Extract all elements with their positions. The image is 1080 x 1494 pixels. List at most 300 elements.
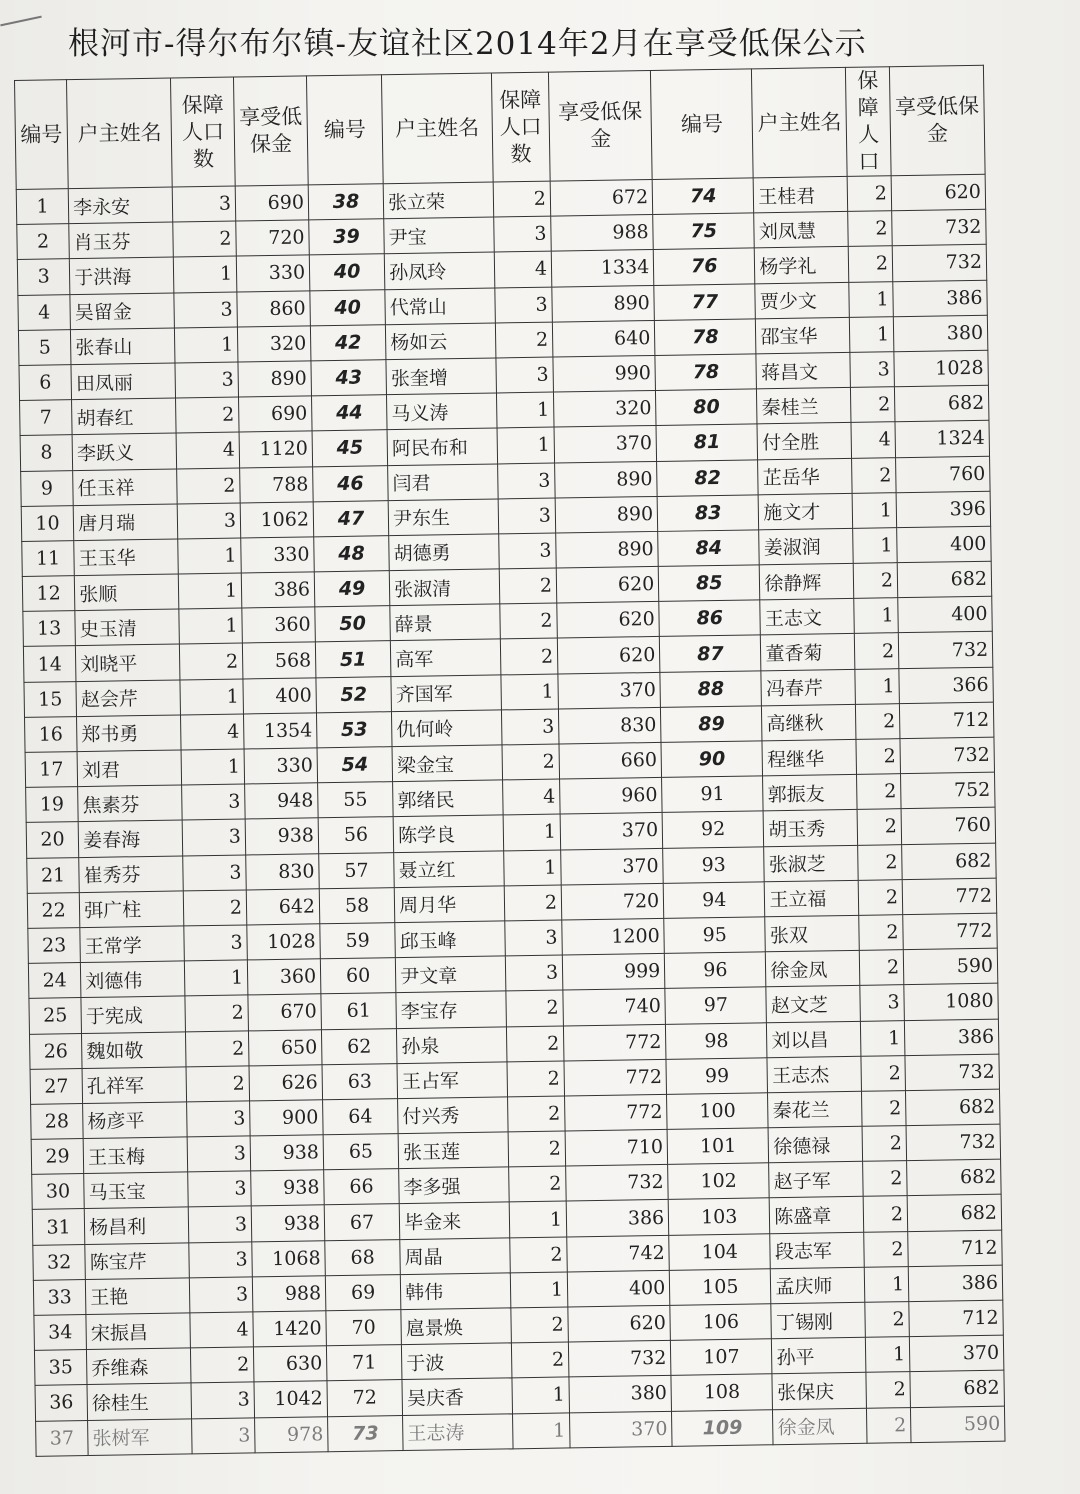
cell-people-3: 1 <box>853 528 897 564</box>
cell-name-3: 邵宝华 <box>756 317 850 354</box>
cell-id-3: 78 <box>655 319 757 356</box>
cell-people-3: 3 <box>850 352 894 388</box>
header-amount-1: 享受低保金 <box>233 76 308 186</box>
cell-amount-1: 978 <box>255 1416 329 1452</box>
cell-name-2: 杨如云 <box>385 323 495 360</box>
cell-people-1: 3 <box>182 784 245 820</box>
cell-id-2: 66 <box>324 1169 400 1205</box>
cell-amount-1: 948 <box>245 783 319 819</box>
cell-id-1: 19 <box>26 787 79 823</box>
cell-people-2: 1 <box>512 1377 570 1413</box>
cell-people-3: 2 <box>856 703 900 739</box>
cell-amount-3: 682 <box>902 843 996 880</box>
cell-people-3: 2 <box>858 844 902 880</box>
cell-name-1: 唐月瑞 <box>73 504 178 541</box>
cell-amount-1: 938 <box>250 1135 324 1171</box>
cell-people-3: 2 <box>865 1302 909 1338</box>
cell-people-3: 1 <box>866 1337 910 1373</box>
header-name-1: 户主姓名 <box>67 78 173 189</box>
cell-id-1: 21 <box>27 857 80 893</box>
cell-amount-2: 1334 <box>551 250 654 287</box>
cell-amount-1: 330 <box>241 537 315 573</box>
cell-id-2: 52 <box>316 676 392 712</box>
cell-amount-1: 788 <box>240 466 314 502</box>
cell-id-2: 69 <box>325 1274 401 1310</box>
cell-amount-3: 732 <box>905 1054 999 1091</box>
cell-people-2: 1 <box>512 1413 570 1449</box>
cell-name-1: 刘君 <box>77 750 182 787</box>
cell-name-3: 赵文芝 <box>766 986 860 1023</box>
cell-amount-1: 320 <box>237 326 311 362</box>
cell-people-1: 2 <box>186 1066 249 1102</box>
cell-amount-1: 830 <box>246 853 320 889</box>
cell-people-1: 3 <box>184 925 247 961</box>
cell-id-2: 72 <box>327 1380 403 1416</box>
cell-amount-2: 732 <box>568 1341 671 1378</box>
cell-id-2: 47 <box>313 500 389 536</box>
cell-name-2: 陈学良 <box>393 815 503 852</box>
cell-people-2: 2 <box>493 181 551 217</box>
cell-id-3: 106 <box>670 1304 772 1341</box>
header-people-2: 保障人口数 <box>491 72 550 182</box>
cell-people-3: 3 <box>860 985 904 1021</box>
cell-people-3: 1 <box>854 598 898 634</box>
cell-id-1: 28 <box>31 1103 84 1139</box>
cell-name-2: 周月华 <box>394 886 504 923</box>
cell-name-1: 李永安 <box>68 187 173 224</box>
cell-name-3: 董香菊 <box>761 634 855 671</box>
cell-name-2: 代常山 <box>385 288 495 325</box>
cell-id-2: 40 <box>310 289 386 325</box>
cell-people-1: 3 <box>188 1136 251 1172</box>
cell-name-1: 张树军 <box>88 1418 193 1455</box>
cell-name-1: 肖玉芬 <box>69 222 174 259</box>
cell-amount-2: 720 <box>561 883 664 920</box>
cell-people-1: 2 <box>191 1347 254 1383</box>
cell-people-2: 3 <box>497 463 555 499</box>
cell-name-2: 付兴秀 <box>398 1097 508 1134</box>
cell-amount-2: 890 <box>552 285 655 322</box>
cell-amount-3: 772 <box>902 878 996 915</box>
cell-name-2: 薛景 <box>390 604 500 641</box>
cell-id-1: 9 <box>21 470 74 506</box>
cell-name-2: 孙凤玲 <box>384 252 494 289</box>
cell-people-2: 3 <box>494 287 552 323</box>
cell-people-2: 1 <box>496 392 554 428</box>
cell-id-2: 49 <box>314 571 390 607</box>
header-name-2: 户主姓名 <box>382 73 493 184</box>
cell-amount-3: 366 <box>899 667 993 704</box>
cell-name-3: 芷岳华 <box>758 458 852 495</box>
subsidy-table <box>14 65 1006 1457</box>
cell-id-1: 7 <box>20 400 73 436</box>
cell-id-2: 53 <box>316 711 392 747</box>
cell-id-2: 46 <box>313 465 389 501</box>
cell-amount-3: 620 <box>891 174 985 211</box>
cell-amount-1: 330 <box>244 748 318 784</box>
cell-people-1: 4 <box>181 714 244 750</box>
cell-id-3: 86 <box>659 600 761 637</box>
cell-id-2: 68 <box>325 1239 401 1275</box>
cell-id-3: 88 <box>660 670 762 707</box>
cell-amount-2: 370 <box>554 426 657 463</box>
cell-name-2: 张立荣 <box>383 182 493 219</box>
cell-people-1: 1 <box>179 608 242 644</box>
cell-people-1: 1 <box>178 538 241 574</box>
cell-people-1: 2 <box>173 221 236 257</box>
cell-id-2: 61 <box>321 993 397 1029</box>
cell-people-1: 4 <box>190 1312 253 1348</box>
cell-amount-3: 682 <box>907 1159 1001 1196</box>
cell-people-3: 2 <box>857 809 901 845</box>
cell-amount-3: 682 <box>910 1370 1004 1407</box>
cell-amount-2: 890 <box>555 461 658 498</box>
cell-people-2: 2 <box>508 1166 566 1202</box>
cell-id-1: 16 <box>25 716 78 752</box>
cell-name-1: 刘德伟 <box>81 961 186 998</box>
cell-id-1: 1 <box>16 189 69 225</box>
cell-name-2: 尹东生 <box>388 499 498 536</box>
cell-id-3: 78 <box>655 354 757 391</box>
cell-people-1: 3 <box>183 855 246 891</box>
cell-name-1: 田凤丽 <box>71 363 176 400</box>
cell-id-2: 40 <box>309 254 385 290</box>
cell-amount-1: 650 <box>248 1029 322 1065</box>
cell-name-2: 张奎增 <box>386 358 496 395</box>
table-header-row <box>15 65 986 189</box>
cell-id-1: 29 <box>31 1139 84 1175</box>
cell-name-3: 贾少文 <box>755 282 849 319</box>
cell-id-3: 89 <box>661 706 763 743</box>
cell-people-2: 2 <box>495 322 553 358</box>
cell-id-3: 99 <box>666 1057 768 1094</box>
cell-people-1: 4 <box>177 432 240 468</box>
header-id-1: 编号 <box>15 80 69 190</box>
cell-people-3: 2 <box>863 1196 907 1232</box>
cell-name-2: 于波 <box>402 1343 512 1380</box>
cell-amount-2: 380 <box>569 1376 672 1413</box>
cell-name-1: 姜春海 <box>78 820 183 857</box>
cell-name-3: 徐金凤 <box>773 1408 867 1445</box>
cell-people-2: 2 <box>508 1131 566 1167</box>
cell-people-3: 2 <box>866 1372 910 1408</box>
cell-people-2: 1 <box>503 814 561 850</box>
cell-amount-1: 1042 <box>254 1381 328 1417</box>
cell-people-1: 3 <box>189 1206 252 1242</box>
cell-id-1: 11 <box>22 540 75 576</box>
cell-id-3: 100 <box>667 1093 769 1130</box>
cell-id-2: 71 <box>326 1345 402 1381</box>
cell-name-1: 王玉梅 <box>83 1137 188 1174</box>
cell-name-1: 李跃义 <box>72 433 177 470</box>
cell-people-3: 2 <box>862 1126 906 1162</box>
cell-id-1: 4 <box>18 294 71 330</box>
cell-amount-2: 710 <box>565 1129 668 1166</box>
cell-people-3: 2 <box>852 457 896 493</box>
cell-name-3: 张保庆 <box>772 1373 866 1410</box>
cell-name-2: 郭绪民 <box>393 780 503 817</box>
cell-name-1: 弭广柱 <box>79 891 184 928</box>
cell-name-3: 胡玉秀 <box>763 810 857 847</box>
cell-name-1: 张顺 <box>74 574 179 611</box>
cell-amount-2: 620 <box>557 602 660 639</box>
cell-name-2: 尹宝 <box>384 217 494 254</box>
cell-people-1: 1 <box>181 749 244 785</box>
cell-amount-1: 1068 <box>252 1240 326 1276</box>
cell-people-3: 2 <box>859 915 903 951</box>
cell-people-2: 2 <box>511 1342 569 1378</box>
cell-name-1: 于宪成 <box>81 996 186 1033</box>
cell-name-3: 王立福 <box>765 880 859 917</box>
cell-name-1: 焦素芬 <box>78 785 183 822</box>
cell-amount-2: 370 <box>558 672 661 709</box>
cell-name-2: 邱玉峰 <box>395 921 505 958</box>
cell-people-2: 2 <box>500 638 558 674</box>
cell-name-1: 张春山 <box>71 328 176 365</box>
cell-amount-1: 360 <box>247 959 321 995</box>
cell-amount-3: 400 <box>898 596 992 633</box>
cell-name-3: 付全胜 <box>757 423 851 460</box>
header-name-3: 户主姓名 <box>752 67 848 177</box>
cell-people-1: 2 <box>186 1030 249 1066</box>
cell-amount-2: 772 <box>564 1059 667 1096</box>
cell-id-1: 6 <box>19 365 72 401</box>
cell-amount-2: 960 <box>560 778 663 815</box>
cell-people-2: 1 <box>509 1201 567 1237</box>
cell-amount-2: 890 <box>555 496 658 533</box>
cell-id-2: 60 <box>320 958 396 994</box>
cell-id-1: 2 <box>17 224 70 260</box>
header-amount-2: 享受低保金 <box>548 70 652 181</box>
cell-amount-2: 660 <box>559 742 662 779</box>
cell-name-3: 杨学礼 <box>755 247 849 284</box>
cell-id-3: 98 <box>666 1022 768 1059</box>
cell-people-1: 3 <box>188 1171 251 1207</box>
cell-id-1: 13 <box>23 611 76 647</box>
cell-name-2: 张淑清 <box>389 569 499 606</box>
cell-name-3: 秦花兰 <box>768 1091 862 1128</box>
cell-amount-2: 890 <box>556 531 659 568</box>
cell-people-3: 2 <box>863 1161 907 1197</box>
cell-id-1: 5 <box>18 329 71 365</box>
cell-id-1: 8 <box>20 435 73 471</box>
cell-id-2: 43 <box>311 360 387 396</box>
cell-name-2: 仇何岭 <box>392 710 502 747</box>
cell-amount-2: 620 <box>568 1305 671 1342</box>
cell-amount-3: 386 <box>904 1019 998 1056</box>
cell-id-1: 30 <box>32 1174 85 1210</box>
cell-name-3: 段志军 <box>770 1232 864 1269</box>
cell-name-1: 杨彦平 <box>83 1102 188 1139</box>
cell-amount-3: 386 <box>893 280 987 317</box>
cell-amount-2: 620 <box>557 637 660 674</box>
cell-amount-1: 1028 <box>247 924 321 960</box>
cell-id-2: 70 <box>326 1310 402 1346</box>
cell-people-3: 2 <box>861 1055 905 1091</box>
cell-id-2: 59 <box>320 923 396 959</box>
header-amount-3: 享受低保金 <box>889 65 985 175</box>
cell-people-2: 2 <box>510 1307 568 1343</box>
cell-name-3: 徐金凤 <box>766 950 860 987</box>
cell-id-2: 50 <box>315 606 391 642</box>
cell-name-3: 蒋昌文 <box>756 352 850 389</box>
cell-name-3: 郭振友 <box>763 775 857 812</box>
cell-amount-1: 938 <box>251 1170 325 1206</box>
cell-name-2: 李宝存 <box>396 991 506 1028</box>
cell-people-2: 2 <box>509 1237 567 1273</box>
cell-name-3: 高继秋 <box>762 704 856 741</box>
cell-people-1: 1 <box>185 960 248 996</box>
header-people-1: 保障人口数 <box>171 77 235 187</box>
cell-amount-2: 1200 <box>562 918 665 955</box>
cell-name-2: 扈景焕 <box>401 1308 511 1345</box>
cell-amount-3: 1080 <box>904 983 998 1020</box>
cell-id-3: 103 <box>668 1198 770 1235</box>
cell-name-2: 马义涛 <box>387 393 497 430</box>
cell-id-3: 75 <box>653 213 755 250</box>
cell-people-1: 2 <box>185 995 248 1031</box>
cell-amount-2: 988 <box>551 215 654 252</box>
cell-amount-1: 690 <box>235 185 309 221</box>
cell-name-1: 马玉宝 <box>84 1172 189 1209</box>
cell-id-2: 56 <box>318 817 394 853</box>
cell-people-1: 1 <box>175 327 238 363</box>
cell-name-3: 陈盛章 <box>770 1197 864 1234</box>
cell-amount-2: 742 <box>567 1235 670 1272</box>
cell-people-3: 2 <box>857 774 901 810</box>
cell-amount-2: 772 <box>563 1024 666 1061</box>
cell-name-1: 史玉清 <box>75 609 180 646</box>
cell-name-2: 王占军 <box>397 1062 507 1099</box>
cell-name-1: 孔祥军 <box>82 1067 187 1104</box>
cell-amount-1: 690 <box>239 396 313 432</box>
cell-id-3: 91 <box>662 776 764 813</box>
cell-amount-1: 568 <box>242 642 316 678</box>
cell-amount-1: 860 <box>237 290 311 326</box>
cell-people-2: 2 <box>506 1025 564 1061</box>
cell-id-1: 10 <box>21 505 74 541</box>
cell-amount-1: 400 <box>243 677 317 713</box>
cell-name-1: 乔维森 <box>87 1348 192 1385</box>
cell-id-1: 35 <box>34 1350 87 1386</box>
cell-people-1: 1 <box>180 679 243 715</box>
cell-amount-2: 640 <box>552 320 655 357</box>
cell-id-2: 73 <box>328 1415 404 1451</box>
cell-name-1: 郑书勇 <box>77 715 182 752</box>
cell-name-2: 孙泉 <box>397 1026 507 1063</box>
cell-amount-3: 396 <box>896 491 990 528</box>
cell-name-1: 王玉华 <box>74 539 179 576</box>
cell-name-3: 王志杰 <box>767 1056 861 1093</box>
cell-people-3: 4 <box>851 422 895 458</box>
cell-amount-3: 712 <box>908 1230 1002 1267</box>
cell-amount-2: 999 <box>562 954 665 991</box>
cell-name-2: 韩伟 <box>400 1273 510 1310</box>
cell-amount-1: 1062 <box>240 502 314 538</box>
cell-amount-3: 1324 <box>895 421 989 458</box>
cell-id-2: 55 <box>318 782 394 818</box>
cell-id-1: 24 <box>28 963 81 999</box>
cell-people-1: 3 <box>183 819 246 855</box>
cell-name-3: 程继华 <box>762 739 856 776</box>
cell-people-1: 3 <box>191 1382 254 1418</box>
cell-id-3: 82 <box>657 459 759 496</box>
cell-amount-1: 330 <box>236 255 310 291</box>
cell-amount-1: 1120 <box>239 431 313 467</box>
cell-name-2: 李多强 <box>399 1167 509 1204</box>
cell-amount-1: 938 <box>245 818 319 854</box>
cell-name-1: 任玉祥 <box>73 468 178 505</box>
cell-id-2: 64 <box>323 1098 399 1134</box>
cell-amount-3: 760 <box>896 456 990 493</box>
cell-name-1: 宋振昌 <box>86 1313 191 1350</box>
cell-amount-2: 370 <box>561 848 664 885</box>
cell-name-3: 张双 <box>765 915 859 952</box>
cell-amount-3: 760 <box>901 808 995 845</box>
cell-name-2: 闫君 <box>388 463 498 500</box>
cell-id-3: 97 <box>665 987 767 1024</box>
cell-id-2: 58 <box>319 887 395 923</box>
cell-name-1: 杨昌利 <box>84 1207 189 1244</box>
cell-amount-3: 1028 <box>894 350 988 387</box>
cell-name-3: 徐德禄 <box>768 1126 862 1163</box>
cell-id-3: 83 <box>657 495 759 532</box>
cell-amount-3: 590 <box>903 948 997 985</box>
cell-amount-3: 682 <box>894 385 988 422</box>
cell-amount-1: 890 <box>238 361 312 397</box>
cell-amount-1: 386 <box>241 572 315 608</box>
cell-id-2: 54 <box>317 747 393 783</box>
cell-amount-3: 370 <box>909 1335 1003 1372</box>
cell-id-3: 107 <box>671 1339 773 1376</box>
cell-amount-2: 620 <box>556 567 659 604</box>
cell-id-3: 95 <box>664 917 766 954</box>
cell-id-3: 80 <box>656 389 758 426</box>
cell-people-2: 2 <box>502 744 560 780</box>
cell-amount-1: 1420 <box>253 1311 327 1347</box>
cell-amount-1: 900 <box>250 1100 324 1136</box>
cell-amount-3: 712 <box>909 1300 1003 1337</box>
cell-people-2: 1 <box>510 1272 568 1308</box>
cell-name-3: 姜淑润 <box>759 528 853 565</box>
cell-people-1: 2 <box>184 890 247 926</box>
cell-name-2: 吴庆香 <box>402 1378 512 1415</box>
cell-name-3: 施文才 <box>758 493 852 530</box>
cell-people-2: 3 <box>498 533 556 569</box>
cell-amount-2: 772 <box>565 1094 668 1131</box>
cell-amount-1: 670 <box>248 994 322 1030</box>
cell-id-2: 63 <box>322 1063 398 1099</box>
cell-id-2: 39 <box>309 219 385 255</box>
cell-id-1: 36 <box>35 1385 88 1421</box>
cell-id-2: 65 <box>323 1134 399 1170</box>
cell-people-2: 2 <box>505 990 563 1026</box>
cell-id-3: 93 <box>663 846 765 883</box>
cell-people-3: 2 <box>851 387 895 423</box>
cell-id-1: 14 <box>23 646 76 682</box>
document-title: 根河市-得尔布尔镇-友谊社区2014年2月在享受低保公示 <box>68 26 867 62</box>
cell-amount-3: 732 <box>906 1124 1000 1161</box>
cell-name-3: 张淑芝 <box>764 845 858 882</box>
cell-id-2: 38 <box>308 184 384 220</box>
cell-amount-3: 772 <box>903 913 997 950</box>
cell-people-2: 3 <box>505 955 563 991</box>
cell-amount-2: 386 <box>566 1200 669 1237</box>
cell-people-2: 1 <box>503 850 561 886</box>
cell-people-2: 2 <box>507 1096 565 1132</box>
cell-id-1: 26 <box>29 1033 82 1069</box>
cell-id-3: 92 <box>662 811 764 848</box>
